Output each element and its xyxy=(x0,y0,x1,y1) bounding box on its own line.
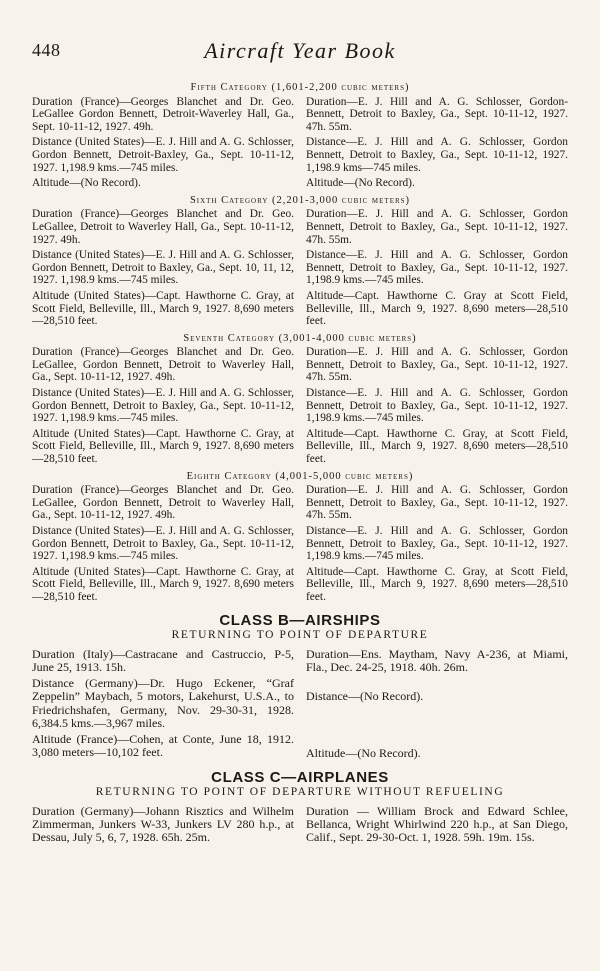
category-body-eighth xyxy=(32,484,568,606)
running-title: Aircraft Year Book xyxy=(204,38,396,63)
record-entry: Duration—Ens. Maytham, Navy A-236, at Miami, Fla., Dec. 24-25, 1918. 40h. 26m. xyxy=(306,646,568,674)
record-entry: Altitude (United States)—Capt. Hawthorne C. Gray, at Scott Field, Belleville, Ill., March 9, 1927. 8,690 meters—28,510 feet. xyxy=(32,565,294,603)
left-column xyxy=(32,484,294,606)
record-entry: Altitude (United States)—Capt. Hawthorne C. Gray, at Scott Field, Belleville, Ill., March 9, 1927. 8,690 meters—28,510 feet. xyxy=(32,289,294,328)
record-entry: Distance—E. J. Hill and A. G. Schlosser, Gordon Bennett, Detroit to Baxley, Ga., Sept. 10-11-12, 1927. 1,198.9 kms—745 miles. xyxy=(306,136,568,174)
category-body-seventh xyxy=(32,346,568,468)
record-entry: Duration—E. J. Hill and A. G. Schlosser, Gordon-Bennett, Detroit to Baxley, Ga., Sept. 10-11-12, 1927. 47h. 55m. xyxy=(306,95,568,133)
records-content xyxy=(32,80,568,847)
record-entry: Altitude (United States)—Capt. Hawthorne C. Gray, at Scott Field, Belleville, Ill., March 9, 1927. 8,690 meters—28,510 feet. xyxy=(32,427,294,466)
record-entry: Duration (France)—Georges Blanchet and Dr. Geo. LeGallee Gordon Bennett, Detroit-Waverley Hall, Ga., Sept. 10-11-12, 1927. 49h. xyxy=(32,95,294,133)
record-entry: Duration (Italy)—Castracane and Castruccio, P-5, June 25, 1913. 15h. xyxy=(32,646,294,674)
record-entry: Altitude—Capt. Hawthorne C. Gray, at Scott Field, Belleville, Ill., March 9, 1927. 8,690 meters—28,510 feet. xyxy=(306,565,568,603)
record-entry: Distance—E. J. Hill and A. G. Schlosser, Gordon Bennett, Detroit to Baxley, Ga., Sept. 10-11-12, 1927. 1,198.9 kms.—745 miles. xyxy=(306,387,568,425)
right-column xyxy=(306,346,568,468)
record-entry: Distance—(No Record). xyxy=(306,689,424,704)
record-entry: Distance (United States)—E. J. Hill and A. G. Schlosser, Gordon Bennett, Detroit to Baxley, Ga., Sept. 10, 11, 12, 1927. 1,198.9 kms.—745 miles. xyxy=(32,249,294,287)
record-entry: Altitude—Capt. Hawthorne C. Gray, at Scott Field, Belleville, Ill., March 9, 1927. 8,690 meters—28,510 feet. xyxy=(306,427,568,466)
record-entry: Altitude (France)—Cohen, at Conte, June 18, 1912. 3,080 meters—10,102 feet. xyxy=(32,731,294,760)
class-b-body xyxy=(32,648,568,764)
record-entry: Distance—E. J. Hill and A. G. Schlosser, Gordon Bennett, Detroit to Baxley, Ga., Sept. 10-11-12, 1927. 1,198.9 kms.—745 miles. xyxy=(306,525,568,563)
record-entry: Distance (United States)—E. J. Hill and A. G. Schlosser, Gordon Bennett, Detroit to Baxley, Ga., Sept. 10-11-12, 1927. 1,198.9 kms.—745 miles. xyxy=(32,525,294,563)
right-column xyxy=(306,805,568,848)
record-entry: Altitude—(No Record). xyxy=(306,746,421,761)
category-heading-sixth: Sixth Category (2,201-3,000 cubic meters) xyxy=(189,194,411,206)
record-entry: Duration (France)—Georges Blanchet and Dr. Geo. LeGallee, Gordon Bennett, Detroit to Waverley Hall, Ga., Sept. 10-11-12, 1927. 49h. xyxy=(32,484,294,522)
record-entry: Distance (United States)—E. J. Hill and A. G. Schlosser, Gordon Bennett, Detroit-Baxley, Ga., Sept. 10-11-12, 1927. 1,198.9 kms.—745 miles. xyxy=(32,136,294,174)
record-entry: Altitude—Capt. Hawthorne C. Gray at Scott Field, Belleville, Ill., March 9, 1927. 8,690 meters—28,510 feet. xyxy=(306,289,568,328)
record-entry: Duration — William Brock and Edward Schlee, Bellanca, Wright Whirlwind 220 h.p., at San Diego, Calif., Sept. 29-30-Oct. 1, 1928. 59h. 19m. 15s. xyxy=(306,803,568,845)
class-b-title: CLASS B—AIRSHIPS xyxy=(219,611,381,629)
left-column xyxy=(32,346,294,468)
record-entry: Altitude—(No Record). xyxy=(306,177,415,190)
category-heading-eighth: Eighth Category (4,001-5,000 cubic meters) xyxy=(186,470,414,482)
class-c-body xyxy=(32,805,568,848)
right-column xyxy=(306,96,568,193)
category-body-sixth xyxy=(32,208,568,330)
record-entry: Distance (United States)—E. J. Hill and A. G. Schlosser, Gordon Bennett, Detroit to Baxley, Ga., Sept. 10-11-12, 1927. 1,198.9 kms.—745 miles. xyxy=(32,387,294,425)
record-entry: Altitude—(No Record). xyxy=(32,177,141,190)
record-entry: Duration—E. J. Hill and A. G. Schlosser, Gordon Bennett, Detroit to Baxley, Ga., Sept. 10-11-12, 1927. 47h. 55m. xyxy=(306,484,568,522)
class-c-subtitle: RETURNING TO POINT OF DEPARTURE WITHOUT REFUELING xyxy=(95,786,505,799)
record-entry: Distance—E. J. Hill and A. G. Schlosser, Gordon Bennett, Detroit to Baxley, Ga., Sept. 10-11-12, 1927. 1,198.9 kms.—745 miles. xyxy=(306,249,568,287)
record-entry: Duration (France)—Georges Blanchet and Dr. Geo. LeGallee, Detroit to Waverley Hall, Ga., Sept. 10-11-12, 1927. 49h. xyxy=(32,208,294,246)
record-entry: Duration (France)—Georges Blanchet and Dr. Geo. LeGallee, Gordon Bennett, Detroit to Waverley Hall, Ga., Sept. 10-11-12, 1927. 49h. xyxy=(32,346,294,384)
right-column xyxy=(306,208,568,330)
left-column xyxy=(32,208,294,330)
left-column xyxy=(32,648,294,764)
record-entry: Distance (Germany)—Dr. Hugo Eckener, “Graf Zeppelin” Maybach, 5 motors, Lakehurst, U.S.A., to Friedrichshafen, Germany, Nov. 29-30-31, 1928. 6,384.5 kms.—3,967 miles. xyxy=(32,676,294,730)
class-c-title: CLASS C—AIRPLANES xyxy=(211,768,389,786)
record-entry: Duration—E. J. Hill and A. G. Schlosser, Gordon Bennett, Detroit to Baxley, Ga., Sept. 10-11-12, 1927. 47h. 55m. xyxy=(306,208,568,246)
page-header xyxy=(32,38,568,64)
record-entry: Duration (Germany)—Johann Risztics and Wilhelm Zimmerman, Junkers W-33, Junkers LV 280 h.p., at Dessau, July 5, 6, 7, 1928. 65h. 25m. xyxy=(32,803,294,845)
category-heading-seventh: Seventh Category (3,001-4,000 cubic meters) xyxy=(183,332,417,344)
page-number: 448 xyxy=(32,40,61,60)
right-column xyxy=(306,484,568,606)
left-column xyxy=(32,96,294,193)
record-entry: Duration—E. J. Hill and A. G. Schlosser, Gordon Bennett, Detroit to Baxley, Ga., Sept. 10-11-12, 1927. 47h. 55m. xyxy=(306,346,568,384)
right-column xyxy=(306,648,568,764)
category-heading-fifth: Fifth Category (1,601-2,200 cubic meters) xyxy=(190,82,410,93)
class-b-subtitle: RETURNING TO POINT OF DEPARTURE xyxy=(171,629,429,642)
category-body-fifth xyxy=(32,96,568,193)
left-column xyxy=(32,805,294,848)
